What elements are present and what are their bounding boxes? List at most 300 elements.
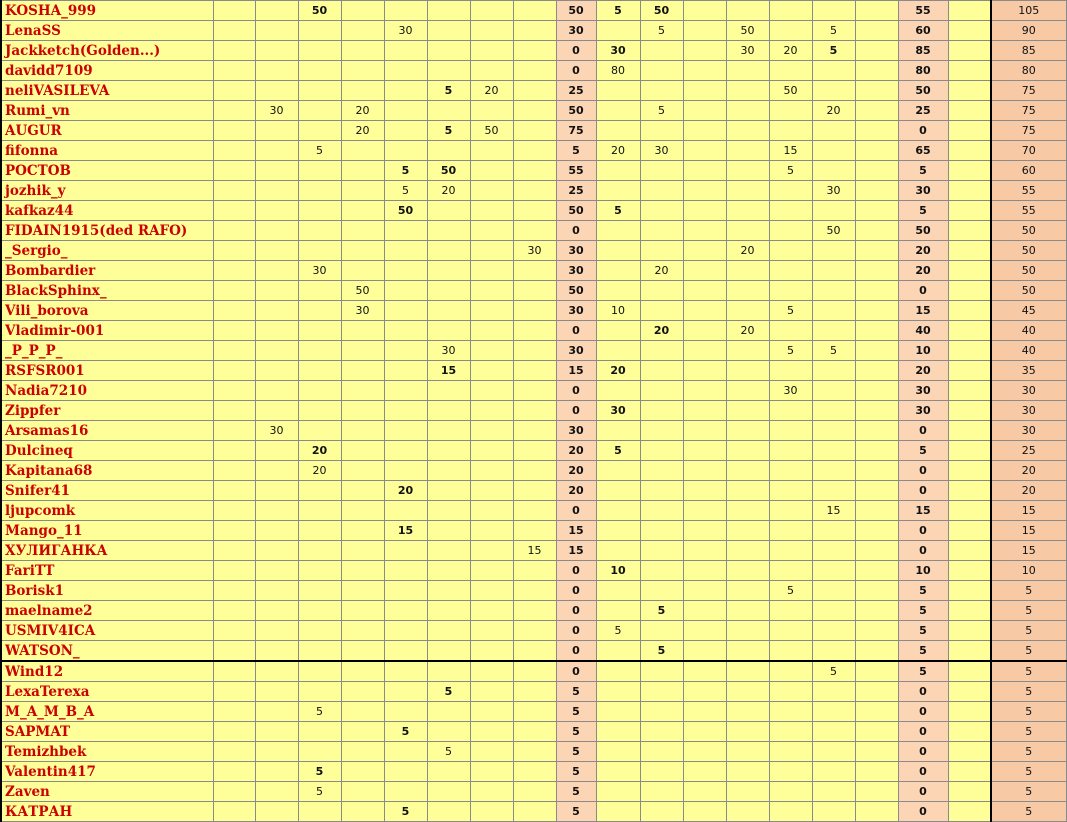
subtotal-b-cell: 0 [898,421,948,441]
score-cell [769,101,812,121]
score-cell [948,501,991,521]
score-cell [341,481,384,501]
score-cell [513,281,556,301]
subtotal-a-cell: 0 [556,41,596,61]
score-cell [726,61,769,81]
score-cell [470,381,513,401]
score-cell: 20 [341,121,384,141]
total-cell: 15 [991,501,1066,521]
score-cell [812,201,855,221]
subtotal-b-cell: 50 [898,221,948,241]
score-cell [948,41,991,61]
score-cell [298,201,341,221]
score-cell [812,81,855,101]
score-cell [855,501,898,521]
player-name: FIDAIN1915(ded RAFO) [1,221,213,241]
total-cell: 80 [991,61,1066,81]
score-cell [470,61,513,81]
score-cell [640,481,683,501]
subtotal-a-cell: 0 [556,601,596,621]
score-cell [341,601,384,621]
subtotal-a-cell: 0 [556,561,596,581]
score-cell [298,381,341,401]
player-name: WATSON_ [1,641,213,662]
score-cell [948,21,991,41]
table-row [1,281,1066,301]
score-cell [427,501,470,521]
score-cell [855,581,898,601]
score-cell [384,561,427,581]
score-cell [640,702,683,722]
score-cell [640,381,683,401]
total-cell: 50 [991,281,1066,301]
subtotal-b-cell: 80 [898,61,948,81]
score-cell [513,181,556,201]
score-cell [341,441,384,461]
score-cell: 20 [726,241,769,261]
subtotal-a-cell: 5 [556,682,596,702]
total-cell: 45 [991,301,1066,321]
total-cell: 15 [991,521,1066,541]
table-row [1,581,1066,601]
score-cell [470,361,513,381]
score-cell: 5 [384,722,427,742]
score-cell [855,141,898,161]
score-cell [427,101,470,121]
player-name: USMIV4ICA [1,621,213,641]
score-cell [213,621,255,641]
score-cell [341,782,384,802]
score-cell [769,261,812,281]
subtotal-a-cell: 5 [556,722,596,742]
score-cell [683,802,726,822]
score-cell [255,401,298,421]
subtotal-a-cell: 0 [556,661,596,682]
player-name: maelname2 [1,601,213,621]
total-cell: 85 [991,41,1066,61]
score-cell: 5 [384,181,427,201]
player-name: Dulcineq [1,441,213,461]
score-cell [683,201,726,221]
score-cell [640,121,683,141]
subtotal-b-cell: 5 [898,661,948,682]
subtotal-b-cell: 15 [898,301,948,321]
score-cell [384,261,427,281]
score-cell [384,341,427,361]
score-cell [427,141,470,161]
table-row [1,782,1066,802]
score-cell [427,601,470,621]
score-cell [213,41,255,61]
table-row [1,21,1066,41]
score-cell [726,81,769,101]
score-cell [341,762,384,782]
player-name: KOSHA_999 [1,1,213,21]
total-cell: 35 [991,361,1066,381]
score-cell [213,661,255,682]
score-cell [726,621,769,641]
subtotal-b-cell: 0 [898,762,948,782]
score-cell [726,742,769,762]
score-cell [427,241,470,261]
score-cell: 5 [596,441,640,461]
score-cell [427,321,470,341]
subtotal-a-cell: 75 [556,121,596,141]
score-cell [298,81,341,101]
score-cell [298,641,341,662]
score-cell: 15 [384,521,427,541]
score-cell [596,21,640,41]
score-cell [640,41,683,61]
score-cell [427,1,470,21]
score-cell [855,281,898,301]
score-cell [596,641,640,662]
score-cell [812,601,855,621]
score-cell [513,21,556,41]
score-cell [683,341,726,361]
score-cell [341,501,384,521]
score-cell [384,641,427,662]
score-cell [213,161,255,181]
score-cell [948,361,991,381]
score-cell [427,461,470,481]
score-cell [683,521,726,541]
score-cell [513,261,556,281]
score-cell [596,782,640,802]
score-cell [596,521,640,541]
score-cell: 20 [427,181,470,201]
score-cell [298,61,341,81]
score-cell: 30 [769,381,812,401]
score-cell [948,702,991,722]
score-cell: 5 [298,762,341,782]
total-cell: 30 [991,381,1066,401]
score-cell [596,682,640,702]
score-cell [812,621,855,641]
score-cell [855,341,898,361]
score-cell [513,201,556,221]
subtotal-b-cell: 65 [898,141,948,161]
subtotal-a-cell: 30 [556,341,596,361]
score-cell [855,601,898,621]
score-cell [812,261,855,281]
score-cell [384,421,427,441]
player-name: Temizhbek [1,742,213,762]
score-cell [384,361,427,381]
score-cell [513,782,556,802]
score-cell [812,702,855,722]
score-cell [341,261,384,281]
score-cell [255,381,298,401]
score-cell [255,341,298,361]
player-name: ljupcomk [1,501,213,521]
score-cell: 15 [812,501,855,521]
table-row [1,221,1066,241]
score-cell [596,501,640,521]
score-cell [855,61,898,81]
score-cell [213,141,255,161]
player-name: LexaTerexa [1,682,213,702]
score-cell [726,121,769,141]
score-cell [513,301,556,321]
score-cell [255,301,298,321]
player-name: jozhik_y [1,181,213,201]
score-cell [470,321,513,341]
score-cell [384,221,427,241]
total-cell: 5 [991,641,1066,662]
score-cell [384,621,427,641]
subtotal-a-cell: 55 [556,161,596,181]
subtotal-b-cell: 0 [898,541,948,561]
score-cell [341,221,384,241]
subtotal-b-cell: 10 [898,341,948,361]
player-name: КАТРАН [1,802,213,822]
score-cell [596,702,640,722]
score-cell [855,641,898,662]
score-cell: 80 [596,61,640,81]
subtotal-b-cell: 20 [898,361,948,381]
score-cell [855,221,898,241]
score-cell [298,601,341,621]
subtotal-a-cell: 0 [556,221,596,241]
total-cell: 5 [991,581,1066,601]
score-cell [255,181,298,201]
score-cell [726,341,769,361]
subtotal-a-cell: 5 [556,742,596,762]
score-cell [855,541,898,561]
score-cell [298,361,341,381]
table-row [1,81,1066,101]
score-cell [640,621,683,641]
score-cell: 5 [427,121,470,141]
score-cell: 5 [298,141,341,161]
score-cell [427,762,470,782]
table-row [1,441,1066,461]
score-cell [298,621,341,641]
score-cell [726,101,769,121]
score-cell [470,401,513,421]
score-cell [513,461,556,481]
score-cell [513,802,556,822]
total-cell: 55 [991,201,1066,221]
score-cell [769,802,812,822]
subtotal-b-cell: 20 [898,261,948,281]
score-cell [470,241,513,261]
score-cell [470,481,513,501]
score-cell [427,201,470,221]
score-cell [769,661,812,682]
subtotal-b-cell: 0 [898,461,948,481]
score-cell [255,601,298,621]
score-cell [213,121,255,141]
total-cell: 30 [991,401,1066,421]
score-cell [855,682,898,702]
score-cell [470,41,513,61]
score-cell [948,782,991,802]
score-cell [427,541,470,561]
total-cell: 50 [991,261,1066,281]
total-cell: 50 [991,241,1066,261]
subtotal-a-cell: 30 [556,421,596,441]
score-cell [596,221,640,241]
score-cell: 20 [726,321,769,341]
score-cell [948,61,991,81]
score-cell [298,421,341,441]
score-cell [213,541,255,561]
table-row [1,41,1066,61]
total-cell: 15 [991,541,1066,561]
total-cell: 40 [991,321,1066,341]
score-cell [341,641,384,662]
score-cell [683,601,726,621]
score-cell [812,1,855,21]
score-cell: 5 [812,661,855,682]
player-name: Vili_borova [1,301,213,321]
score-cell [640,61,683,81]
score-cell [640,581,683,601]
score-cell [769,722,812,742]
subtotal-a-cell: 0 [556,321,596,341]
score-cell [640,421,683,441]
score-cell: 20 [596,361,640,381]
score-cell [341,341,384,361]
score-cell [255,161,298,181]
player-name: ХУЛИГАНКА [1,541,213,561]
table-row [1,661,1066,682]
score-cell [726,181,769,201]
player-name: AUGUR [1,121,213,141]
score-cell [513,361,556,381]
score-cell [427,641,470,662]
score-cell [427,581,470,601]
table-row [1,101,1066,121]
subtotal-a-cell: 15 [556,521,596,541]
score-cell [812,481,855,501]
score-cell [683,221,726,241]
score-cell [769,441,812,461]
score-cell [948,521,991,541]
score-cell [427,441,470,461]
score-cell [683,501,726,521]
score-cell: 5 [596,1,640,21]
score-cell [427,661,470,682]
score-cell [513,101,556,121]
score-cell [812,561,855,581]
score-cell: 30 [596,401,640,421]
score-cell [769,21,812,41]
score-cell: 20 [640,261,683,281]
score-cell: 15 [427,361,470,381]
score-cell [255,141,298,161]
score-cell [213,361,255,381]
score-cell [513,41,556,61]
subtotal-b-cell: 55 [898,1,948,21]
score-cell: 5 [596,201,640,221]
score-cell: 5 [640,601,683,621]
subtotal-a-cell: 30 [556,241,596,261]
score-cell: 5 [640,101,683,121]
score-cell: 30 [812,181,855,201]
score-cell [513,702,556,722]
score-cell [513,421,556,441]
score-cell [255,261,298,281]
score-cell [640,441,683,461]
score-cell [427,702,470,722]
score-cell [427,401,470,421]
score-cell [769,461,812,481]
score-cell [213,241,255,261]
score-cell: 50 [640,1,683,21]
score-cell [855,521,898,541]
score-cell [640,81,683,101]
subtotal-a-cell: 0 [556,381,596,401]
score-cell: 50 [812,221,855,241]
player-name: SAPMAT [1,722,213,742]
player-name: Valentin417 [1,762,213,782]
score-cell [855,461,898,481]
player-name: BlackSphinx_ [1,281,213,301]
score-cell [948,341,991,361]
player-name: РОСТОВ [1,161,213,181]
subtotal-b-cell: 30 [898,181,948,201]
score-cell [812,321,855,341]
score-cell [384,782,427,802]
score-cell [683,541,726,561]
score-cell [769,641,812,662]
score-cell [427,21,470,41]
score-cell [640,201,683,221]
score-cell: 5 [812,21,855,41]
score-cell [427,621,470,641]
table-row [1,261,1066,281]
score-cell [640,181,683,201]
score-cell [769,762,812,782]
total-cell: 75 [991,101,1066,121]
player-name: Arsamas16 [1,421,213,441]
score-cell: 30 [513,241,556,261]
score-cell [855,21,898,41]
score-cell [640,301,683,321]
score-cell [640,161,683,181]
score-cell [470,702,513,722]
score-cell [298,541,341,561]
score-cell [812,161,855,181]
score-cell [470,762,513,782]
score-cell [855,762,898,782]
score-cell [683,742,726,762]
score-cell [948,481,991,501]
score-cell [470,521,513,541]
score-cell [683,782,726,802]
score-cell [948,141,991,161]
score-cell [769,601,812,621]
score-cell [948,81,991,101]
score-cell [726,661,769,682]
score-cell [683,1,726,21]
score-cell [948,381,991,401]
table-body [1,1,1066,822]
score-cell [769,361,812,381]
score-cell [298,661,341,682]
score-cell [683,301,726,321]
table-row [1,702,1066,722]
score-cell [255,702,298,722]
score-cell [255,121,298,141]
score-cell [769,682,812,702]
score-cell [384,281,427,301]
score-cell [948,421,991,441]
score-cell [596,601,640,621]
